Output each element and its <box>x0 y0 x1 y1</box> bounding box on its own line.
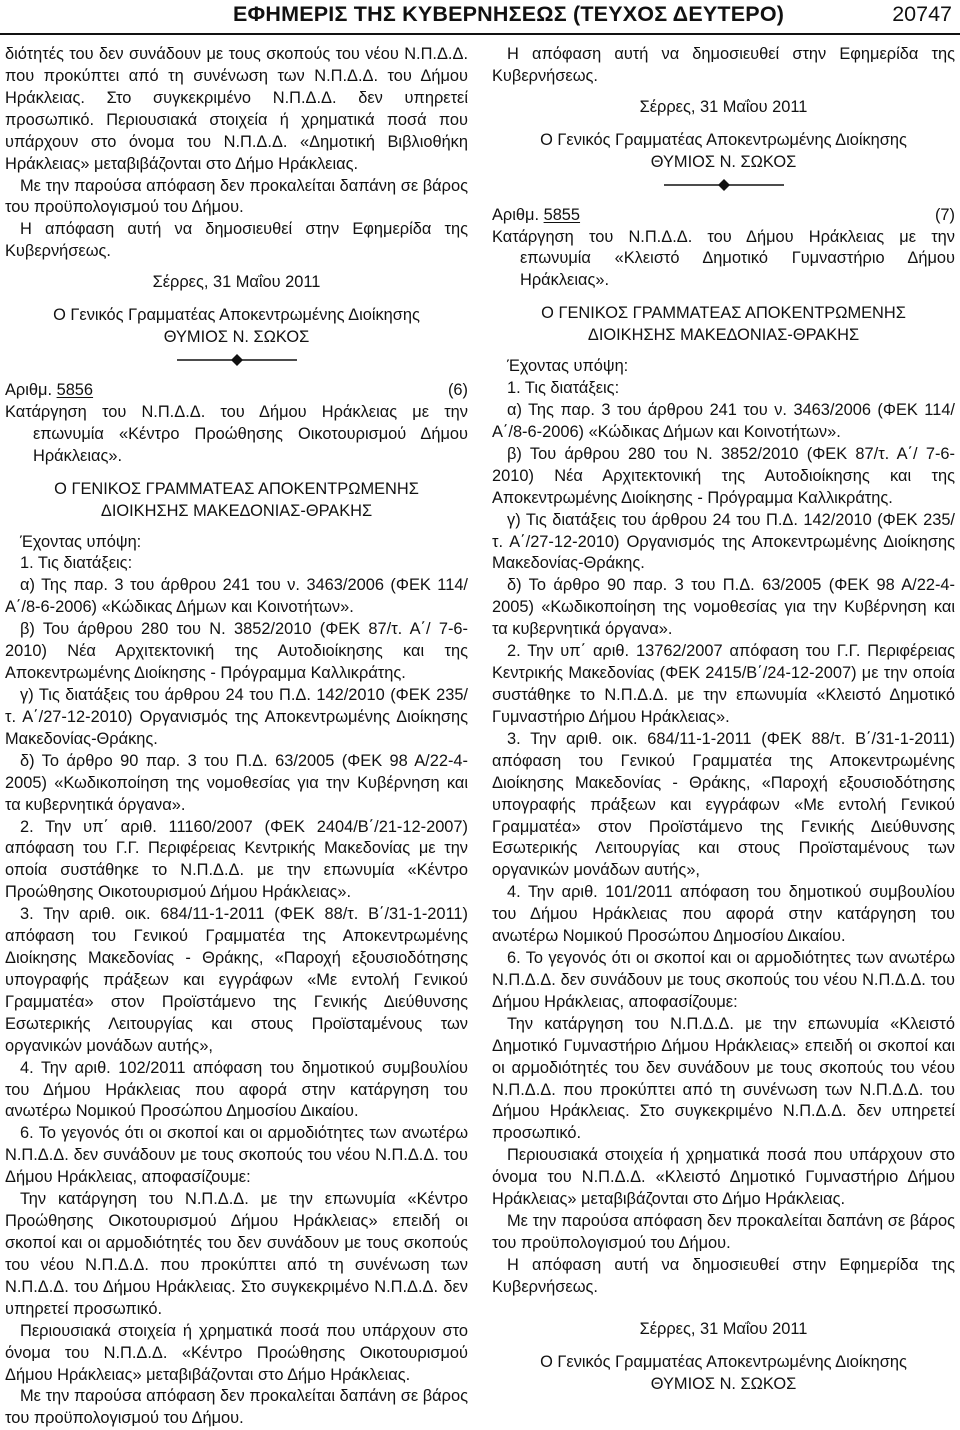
paragraph: γ) Τις διατάξεις του άρθρου 24 του Π.Δ. 142/2010 (ΦΕΚ 235/τ. Α΄/27-12-2010) Οργανισμός της Αποκεντρωμένης Διοίκησης Μακεδονίας-Θράκης. <box>492 510 955 573</box>
header-rule <box>0 33 960 35</box>
paragraph: Με την παρούσα απόφαση δεν προκαλείται δαπάνη σε βάρος του προϋπολογισμού του Δήμου. <box>492 1212 955 1253</box>
paragraph: α) Της παρ. 3 του άρθρου 241 του ν. 3463/2006 (ΦΕΚ 114/Α΄/8-6-2006) «Κώδικας Δήμων και Κοινοτήτων». <box>5 576 468 617</box>
decision-title: Κατάργηση του Ν.Π.Δ.Δ. του Δήμου Ηράκλειας με την επωνυμία «Κλειστό Δημοτικό Γυμναστήριο Δήμου Ηράκλειας». <box>492 227 955 290</box>
paragraph: Η απόφαση αυτή να δημοσιευθεί στην Εφημερίδα της Κυβερνήσεως. <box>492 1255 955 1296</box>
paragraph: 2. Την υπ΄ αριθ. 13762/2007 απόφαση του Γ.Γ. Περιφέρειας Κεντρικής Μακεδονίας (ΦΕΚ 2415/Β΄/24-12-2007) με την οποία συστάθηκε το Ν.Π.Δ.Δ. με την επωνυμία «Κλειστό Δημοτικό Γυμναστήριο Δήμου Ηράκλειας». <box>492 642 955 726</box>
considering-heading: Έχοντας υπόψη: <box>20 532 142 551</box>
paragraph: 4. Την αριθ. 102/2011 απόφαση του δημοτικού συμβουλίου του Δήμου Ηράκλειας που αφορά στην κατάργηση του ανωτέρω Νομικού Προσώπου Δημοσίου Δικαίου. <box>5 1058 468 1121</box>
decision-title: Κατάργηση του Ν.Π.Δ.Δ. του Δήμου Ηράκλειας με την επωνυμία «Κέντρο Προώθησης Οικοτουρισμού Δήμου Ηράκλειας». <box>5 402 468 465</box>
paragraph: 6. Το γεγονός ότι οι σκοποί και οι αρμοδιότητες των ανωτέρω Ν.Π.Δ.Δ. δεν συνάδουν με τους σκοπούς του νέου Ν.Π.Δ.Δ. του Δήμου Ηράκλειας, αποφασίζουμε: <box>492 949 955 1011</box>
paragraph: 2. Την υπ΄ αριθ. 11160/2007 (ΦΕΚ 2404/Β΄/21-12-2007) απόφαση του Γ.Γ. Περιφέρειας Κεντρικής Μακεδονίας με την οποία συστάθηκε το Ν.Π.Δ.Δ. με την επωνυμία «Κέντρο Προώθησης Οικοτουρισμού Δήμου Ηράκλειας». <box>5 817 468 902</box>
signature-name: ΘΥΜΙΟΣ Ν. ΣΩΚΟΣ <box>650 152 797 171</box>
paragraph: Περιουσιακά στοιχεία ή χρηματικά ποσά που υπάρχουν στο όνομα του Ν.Π.Δ.Δ. «Κέντρο Προώθησης Οικοτουρισμού Δήμου Ηράκλειας» μεταβιβάζονται στο Δήμο Ηράκλειας. <box>5 1321 468 1384</box>
considering-heading: Έχοντας υπόψη: <box>507 357 629 376</box>
signature-role: Ο Γενικός Γραμματέας Αποκεντρωμένης Διοίκησης <box>540 1352 907 1371</box>
paragraph: Με την παρούσα απόφαση δεν προκαλείται δαπάνη σε βάρος του προϋπολογισμού του Δήμου. <box>5 176 468 217</box>
paragraph: Η απόφαση αυτή να δημοσιευθεί στην Εφημερίδα της Κυβερνήσεως. <box>492 45 955 85</box>
signature-place-date: Σέρρες, 31 Μαΐου 2011 <box>639 1319 808 1338</box>
signature-role: Ο Γενικός Γραμματέας Αποκεντρωμένης Διοίκησης <box>540 130 907 149</box>
decision-label: Αριθμ. <box>492 205 540 224</box>
signature-name: ΘΥΜΙΟΣ Ν. ΣΩΚΟΣ <box>163 328 310 347</box>
paragraph: γ) Τις διατάξεις του άρθρου 24 του Π.Δ. 142/2010 (ΦΕΚ 235/τ. Α΄/27-12-2010) Οργανισμός της Αποκεντρωμένης Διοίκησης Μακεδονίας-Θράκης. <box>5 685 468 748</box>
decision-label: Αριθμ. <box>5 380 53 399</box>
issuing-authority-region: ΔΙΟΙΚΗΣΗΣ ΜΑΚΕΔΟΝΙΑΣ-ΘΡΑΚΗΣ <box>100 501 373 520</box>
decision-number: 5855 <box>543 205 581 224</box>
right-column <box>492 44 955 1396</box>
issuing-authority-region: ΔΙΟΙΚΗΣΗΣ ΜΑΚΕΔΟΝΙΑΣ-ΘΡΑΚΗΣ <box>587 326 860 345</box>
signature-name: ΘΥΜΙΟΣ Ν. ΣΩΚΟΣ <box>650 1374 797 1393</box>
paragraph: α) Της παρ. 3 του άρθρου 241 του ν. 3463/2006 (ΦΕΚ 114/Α΄/8-6-2006) «Κώδικας Δήμων και Κοινοτήτων». <box>492 400 955 441</box>
signature-place-date: Σέρρες, 31 Μαΐου 2011 <box>639 97 808 116</box>
decision-number-line <box>492 205 955 227</box>
signature-role: Ο Γενικός Γραμματέας Αποκεντρωμένης Διοίκησης <box>53 306 420 325</box>
paragraph: δ) Το άρθρο 90 παρ. 3 του Π.Δ. 63/2005 (ΦΕΚ 98 Α/22-4-2005) «Κωδικοποίηση της νομοθεσίας για την Κυβέρνηση και τα κυβερνητικά όργανα». <box>5 751 468 814</box>
page-number: 20747 <box>892 2 952 26</box>
paragraph: 1. Τις διατάξεις: <box>20 554 133 573</box>
paragraph: Η απόφαση αυτή να δημοσιευθεί στην Εφημερίδα της Κυβερνήσεως. <box>5 220 468 261</box>
paragraph: β) Του άρθρου 280 του Ν. 3852/2010 (ΦΕΚ 87/τ. Α΄/ 7-6-2010) Νέα Αρχιτεκτονική της Αυτοδιοίκησης και της Αποκεντρωμένης Διοίκησης - Πρόγραμμα Καλλικράτης. <box>492 444 955 507</box>
section-divider <box>5 349 468 371</box>
paragraph: 1. Τις διατάξεις: <box>507 379 620 398</box>
paragraph: Περιουσιακά στοιχεία ή χρηματικά ποσά που υπάρχουν στο όνομα του Ν.Π.Δ.Δ. «Κλειστό Δημοτικό Γυμναστήριο Δήμου Ηράκλειας» μεταβιβάζονται στο Δήμο Ηράκλειας. <box>492 1146 955 1209</box>
paragraph: διότητές του δεν συνάδουν με τους σκοπούς του νέου Ν.Π.Δ.Δ. που προκύπτει από τη συνένωση των Ν.Π.Δ.Δ. του Δήμου Ηράκλειας. Στο συγκεκριμένο Ν.Π.Δ.Δ. δεν υπηρετεί προσωπικό. Περιουσιακά στοιχεία ή χρηματικά ποσά που υπάρχουν στο όνομα του Ν.Π.Δ.Δ. «Δημοτική Βιβλιοθήκη Ηράκλειας» μεταβιβάζονται στο Δήμο Ηράκλειας. <box>5 45 468 173</box>
paragraph: 4. Την αριθ. 101/2011 απόφαση του δημοτικού συμβουλίου του Δήμου Ηράκλειας που αφορά στην κατάργηση του ανωτέρω Νομικού Προσώπου Δημοσίου Δικαίου. <box>492 883 955 946</box>
gazette-title: ΕΦΗΜΕΡΙΣ ΤΗΣ ΚΥΒΕΡΝΗΣΕΩΣ (ΤΕΥΧΟΣ ΔΕΥΤΕΡΟ) <box>233 2 785 26</box>
section-divider <box>492 174 955 196</box>
paragraph: 3. Την αριθ. οικ. 684/11-1-2011 (ΦΕΚ 88/τ. Β΄/31-1-2011) απόφαση του Γενικού Γραμματέα της Αποκεντρωμένης Διοίκησης Μακεδονίας - Θράκης, «Παροχή εξουσιοδότησης υπογραφής πράξεων και εγγράφων «Με εντολή Γενικού Γραμματέα» στον Προϊστάμενο της Γενικής Διεύθυνσης Εσωτερικής Λειτουργίας και στους Προϊσταμένους των οργανικών μονάδων αυτής», <box>5 905 468 1055</box>
decision-number-line <box>5 380 468 402</box>
decision-sequence: (7) <box>934 205 955 224</box>
decision-sequence: (6) <box>447 380 468 399</box>
left-column <box>5 44 468 1430</box>
issuing-authority: Ο ΓΕΝΙΚΟΣ ΓΡΑΜΜΑΤΕΑΣ ΑΠΟΚΕΝΤΡΩΜΕΝΗΣ <box>541 304 906 323</box>
decision-number-group <box>492 205 580 227</box>
paragraph: Με την παρούσα απόφαση δεν προκαλείται δαπάνη σε βάρος του προϋπολογισμού του Δήμου. <box>5 1387 468 1428</box>
paragraph: Την κατάργηση του Ν.Π.Δ.Δ. με την επωνυμία «Κέντρο Προώθησης Οικοτουρισμού Δήμου Ηράκλειας» επειδή οι σκοποί και οι αρμοδιότητές του δεν συνάδουν με τους σκοπούς του νέου Ν.Π.Δ.Δ. που προκύπτει από τη συνένωση των Ν.Π.Δ.Δ. του Δήμου Ηράκλειας. Στο συγκεκριμένο Ν.Π.Δ.Δ. δεν υπηρετεί προσωπικό. <box>5 1190 468 1318</box>
decision-number-group <box>5 380 93 402</box>
paragraph: 6. Το γεγονός ότι οι σκοποί και οι αρμοδιότητες των ανωτέρω Ν.Π.Δ.Δ. δεν συνάδουν με τους σκοπούς του νέου Ν.Π.Δ.Δ. του Δήμου Ηράκλειας, αποφασίζουμε: <box>5 1124 468 1187</box>
signature-place-date: Σέρρες, 31 Μαΐου 2011 <box>152 273 321 292</box>
paragraph: 3. Την αριθ. οικ. 684/11-1-2011 (ΦΕΚ 88/τ. Β΄/31-1-2011) απόφαση του Γενικού Γραμματέα της Αποκεντρωμένης Διοίκησης Μακεδονίας - Θράκης, «Παροχή εξουσιοδότησης υπογραφής πράξεων και εγγράφων «Με εντολή Γενικού Γραμματέα» στον Προϊστάμενο της Γενικής Διεύθυνσης Εσωτερικής Λειτουργίας και στους Προϊσταμένους των οργανικών μονάδων αυτής», <box>492 729 955 880</box>
paragraph: β) Του άρθρου 280 του Ν. 3852/2010 (ΦΕΚ 87/τ. Α΄/ 7-6-2010) Νέα Αρχιτεκτονική της Αυτοδιοίκησης και της Αποκεντρωμένης Διοίκησης - Πρόγραμμα Καλλικράτης. <box>5 620 468 683</box>
issuing-authority: Ο ΓΕΝΙΚΟΣ ΓΡΑΜΜΑΤΕΑΣ ΑΠΟΚΕΝΤΡΩΜΕΝΗΣ <box>54 479 419 498</box>
paragraph: Την κατάργηση του Ν.Π.Δ.Δ. με την επωνυμία «Κλειστό Δημοτικό Γυμναστήριο Δήμου Ηράκλειας» επειδή οι σκοποί και οι αρμοδιότητές του δεν συνάδουν με τους σκοπούς του νέου Ν.Π.Δ.Δ. που προκύπτει από τη συνένωση των Ν.Π.Δ.Δ. του Δήμου Ηράκλειας. Στο συγκεκριμένο Ν.Π.Δ.Δ. δεν υπηρετεί προσωπικό. <box>492 1014 955 1143</box>
decision-number: 5856 <box>56 380 94 399</box>
paragraph: δ) Το άρθρο 90 παρ. 3 του Π.Δ. 63/2005 (ΦΕΚ 98 Α/22-4-2005) «Κωδικοποίηση της νομοθεσίας για την Κυβέρνηση και τα κυβερνητικά όργανα». <box>492 576 955 639</box>
page-header <box>0 0 960 36</box>
